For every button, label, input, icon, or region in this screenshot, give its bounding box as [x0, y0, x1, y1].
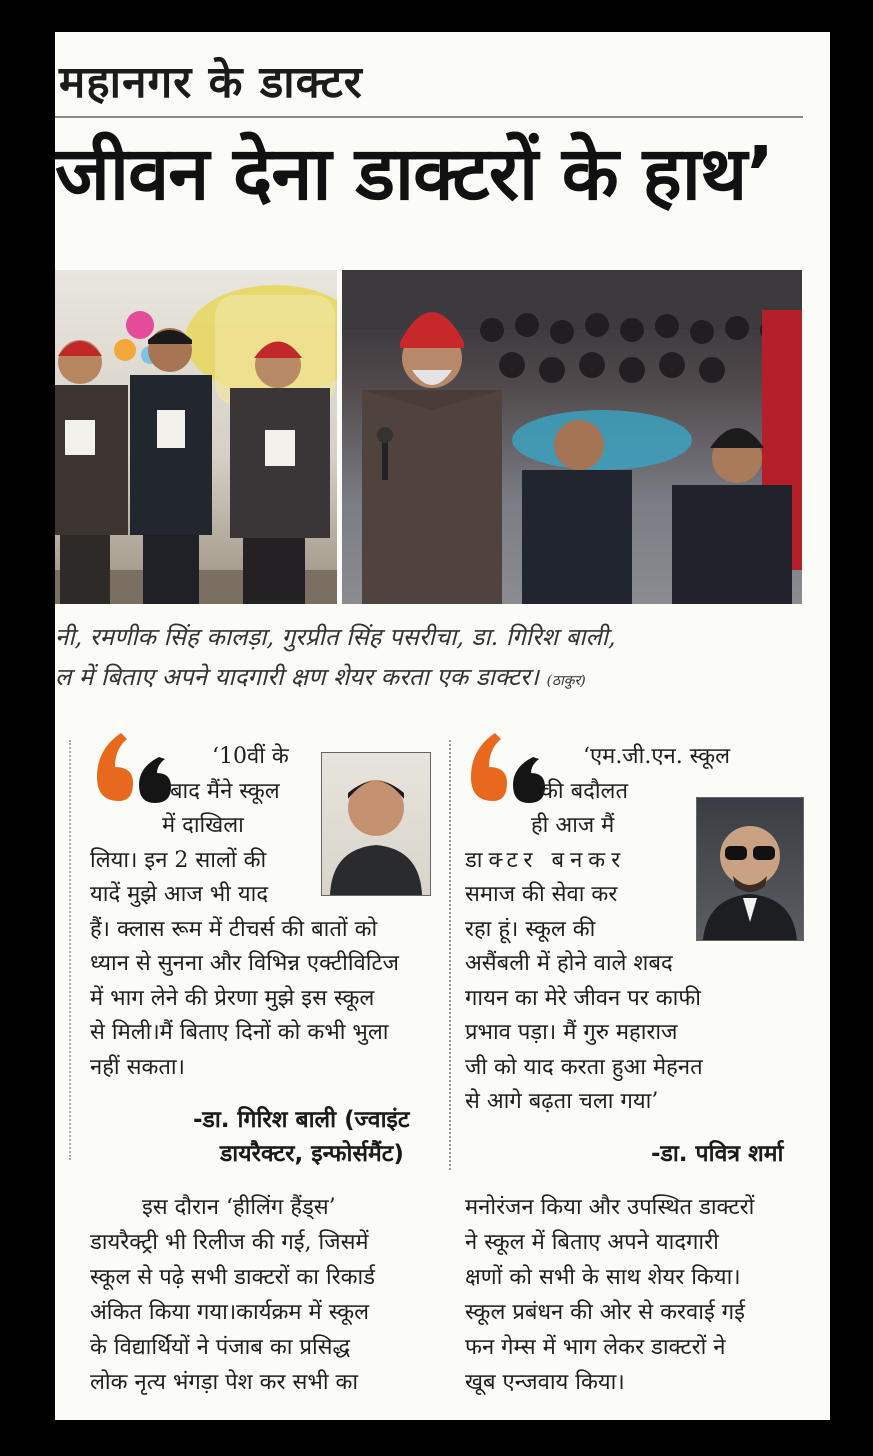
quote-line: गायन का मेरे जीवन पर काफी	[465, 985, 701, 1011]
body-line: क्षणों को सभी के साथ शेयर किया।	[465, 1265, 741, 1290]
body-line: लोक नृत्य भंगड़ा पेश कर सभी का	[90, 1370, 359, 1395]
body-line: खूब एन्जवाय किया।	[465, 1370, 625, 1395]
body-column-right	[465, 1190, 807, 1400]
quote-line: ध्यान से सुनना और विभिन्न एक्टीविटिज	[90, 951, 399, 976]
quote-line: यादें मुझे आज भी याद	[90, 882, 269, 907]
quote-pavitra-sharma	[465, 740, 805, 1120]
byline-pavitra-sharma: -डा. पवित्र शर्मा	[651, 1141, 784, 1167]
left-column-edge	[69, 740, 71, 1160]
byline-designation: डायरैक्टर, इन्फोर्समैंट)	[220, 1141, 404, 1167]
quote-line: में भाग लेने की प्रेरणा मुझे इस स्कूल	[90, 985, 375, 1011]
quote-line: बाद मैंने स्कूल	[170, 778, 280, 804]
section-kicker: महानगर के डाक्टर	[59, 57, 363, 108]
body-line: स्कूल प्रबंधन की ओर से करवाई गई	[465, 1300, 745, 1325]
photo-credit: (ठाकुर)	[546, 673, 586, 689]
photo-speaker-event	[342, 270, 802, 604]
quote-line: की बदौलत	[541, 778, 628, 804]
newspaper-clipping	[55, 32, 830, 1420]
headline: जीवन देना डाक्टरों के हाथ’	[55, 131, 774, 217]
photo-caption-line-2	[55, 660, 815, 693]
body-line: ने स्कूल में बिताए अपने यादगारी	[465, 1230, 719, 1255]
quote-line: लिया। इन 2 सालों की	[90, 847, 267, 873]
photo-caption-text: ल में बिताए अपने यादगारी क्षण शेयर करता एक डाक्टर।	[55, 663, 539, 691]
quote-line: ‘एम.जी.एन. स्कूल	[583, 744, 731, 769]
quote-line: नहीं सकता।	[90, 1054, 185, 1080]
quote-line: रहा हूं। स्कूल की	[465, 916, 596, 942]
quote-line: डाक्टर बनकर	[465, 847, 627, 873]
body-line: मनोरंजन किया और उपस्थित डाक्टरों	[465, 1195, 755, 1220]
quote-line: हैं। क्लास रूम में टीचर्स की बातों को	[90, 916, 378, 942]
quote-line: से मिली।मैं बिताए दिनों को कभी भुला	[90, 1020, 389, 1045]
quote-line: से आगे बढ़ता चला गया’	[465, 1089, 659, 1114]
event-illustration	[342, 270, 802, 604]
body-line: फन गेम्स में भाग लेकर डाक्टरों ने	[465, 1335, 726, 1360]
quote-line: में दाखिला	[162, 813, 244, 838]
photo-book-release	[55, 270, 337, 604]
quote-girish-bali	[90, 740, 430, 1085]
body-line: के विद्यार्थियों ने पंजाब का प्रसिद्ध	[90, 1335, 351, 1360]
body-line: इस दौरान ‘हीलिंग हैंड्स’	[142, 1195, 336, 1220]
quote-line: प्रभाव पड़ा। मैं गुरु महाराज	[465, 1020, 678, 1045]
body-line: डायरैक्ट्री भी रिलीज की गई, जिसमें	[90, 1230, 369, 1255]
quote-line: ही आज मैं	[531, 813, 615, 838]
body-column-left	[90, 1190, 432, 1400]
byline-girish-bali: -डा. गिरिश बाली (ज्वाइंट	[193, 1107, 410, 1133]
column-divider	[449, 740, 451, 1170]
body-line: अंकित किया गया।कार्यक्रम में स्कूल	[90, 1300, 370, 1325]
photo-caption-line-1: नी, रमणीक सिंह कालड़ा, गुरप्रीत सिंह पसरीचा, डा. गिरिश बाली,	[55, 623, 616, 651]
quote-line: जी को याद करता हुआ मेहनत	[465, 1054, 703, 1080]
body-line: स्कूल से पढ़े सभी डाक्टरों का रिकार्ड	[90, 1265, 376, 1290]
quote-line: ‘10वीं के	[212, 744, 289, 769]
quote-line: असैंबली में होने वाले शबद	[465, 951, 673, 976]
kicker-rule	[55, 116, 803, 118]
quote-line: समाज की सेवा कर	[465, 882, 618, 907]
book-release-illustration	[55, 270, 337, 604]
